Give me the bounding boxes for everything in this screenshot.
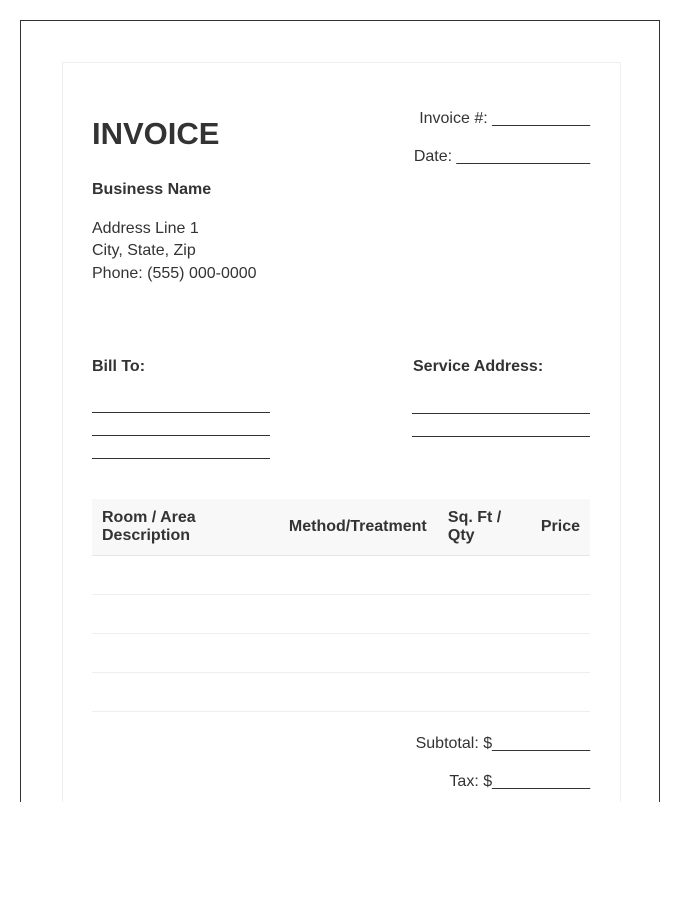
table-cell[interactable] <box>531 634 590 673</box>
header-sqft-qty: Sq. Ft / Qty <box>438 499 531 556</box>
header-price: Price <box>531 499 590 556</box>
table-cell[interactable] <box>531 673 590 712</box>
business-city-line: City, State, Zip <box>92 242 196 259</box>
table-cell[interactable] <box>279 595 438 634</box>
business-address-line: Address Line 1 <box>92 220 199 237</box>
bill-to-label: Bill To: <box>92 358 146 375</box>
table-cell[interactable] <box>92 634 279 673</box>
subtotal-field[interactable]: Subtotal: $___________ <box>415 735 590 752</box>
invoice-number-field[interactable]: Invoice #: ___________ <box>419 110 590 127</box>
table-row <box>92 556 590 595</box>
business-name: Business Name <box>92 181 212 198</box>
table-cell[interactable] <box>279 673 438 712</box>
bill-to-line-1[interactable] <box>92 412 270 413</box>
business-phone-line: Phone: (555) 000-0000 <box>92 265 257 282</box>
header-room-area: Room / Area Description <box>92 499 279 556</box>
table-cell[interactable] <box>438 673 531 712</box>
table-cell[interactable] <box>438 634 531 673</box>
table-row <box>92 673 590 712</box>
tax-field[interactable]: Tax: $___________ <box>449 773 590 790</box>
service-address-label: Service Address: <box>413 358 544 375</box>
table-cell[interactable] <box>531 556 590 595</box>
table-cell[interactable] <box>438 556 531 595</box>
table-cell[interactable] <box>92 595 279 634</box>
table-cell[interactable] <box>92 556 279 595</box>
table-cell[interactable] <box>279 634 438 673</box>
table-row <box>92 595 590 634</box>
invoice-title: INVOICE <box>92 116 220 151</box>
table-cell[interactable] <box>279 556 438 595</box>
bill-to-line-2[interactable] <box>92 435 270 436</box>
items-table <box>92 499 590 712</box>
table-cell[interactable] <box>92 673 279 712</box>
table-cell[interactable] <box>438 595 531 634</box>
table-header-row <box>92 499 590 556</box>
bill-to-line-3[interactable] <box>92 458 270 459</box>
service-address-line-1[interactable] <box>412 413 590 414</box>
table-row <box>92 634 590 673</box>
table-cell[interactable] <box>531 595 590 634</box>
header-method: Method/Treatment <box>279 499 438 556</box>
service-address-line-2[interactable] <box>412 436 590 437</box>
invoice-date-field[interactable]: Date: _______________ <box>413 148 590 165</box>
